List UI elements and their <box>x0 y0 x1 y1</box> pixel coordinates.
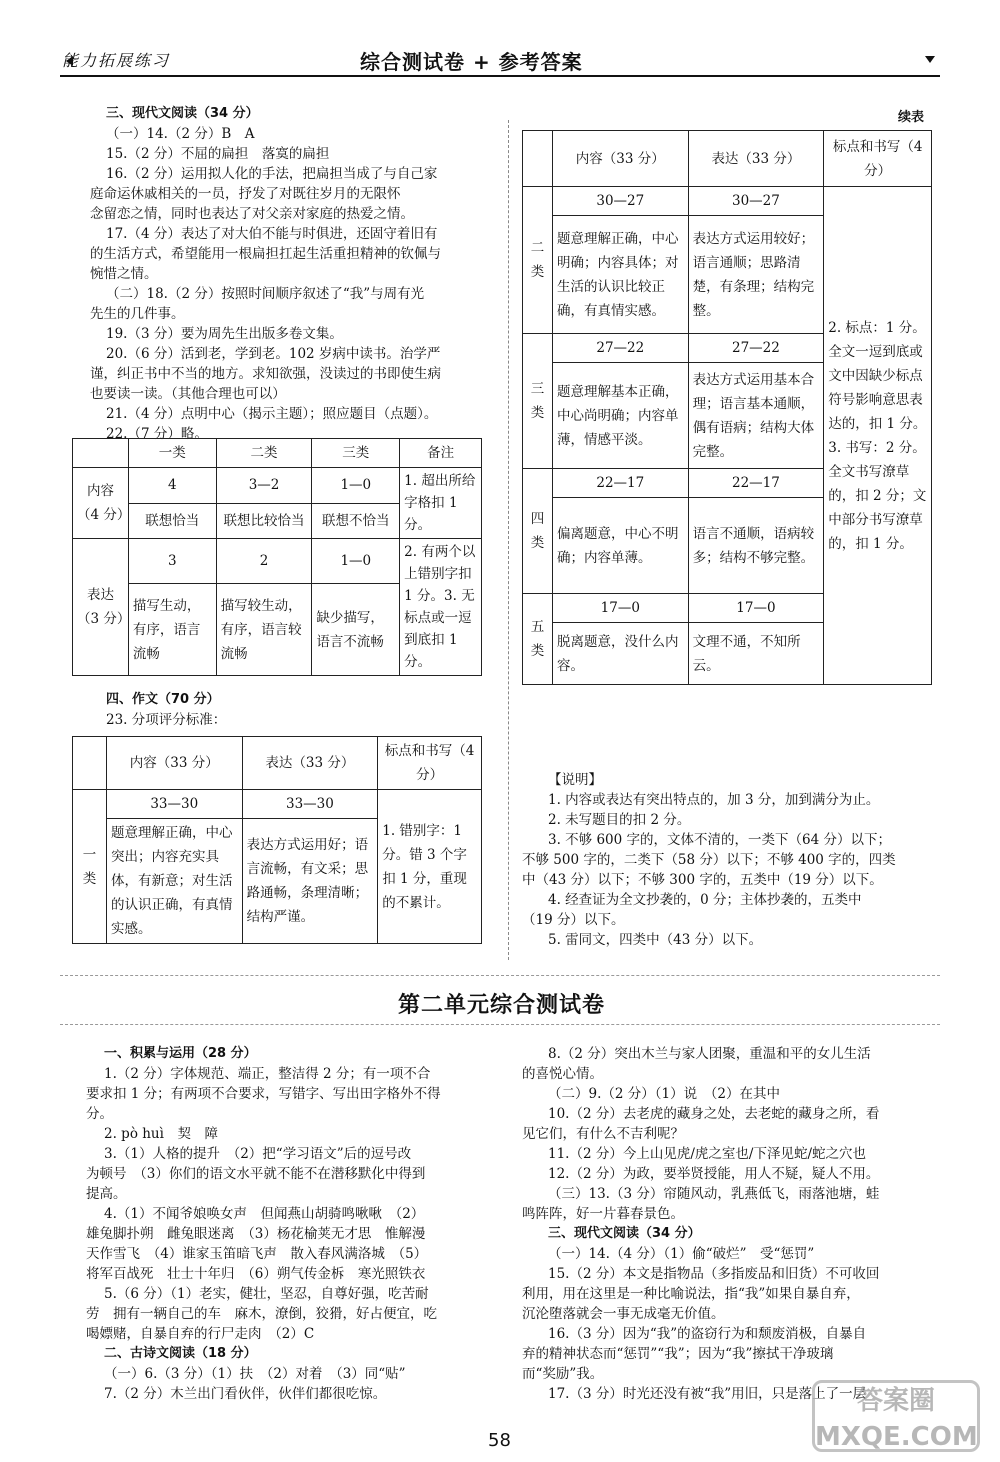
section-title: 第二单元综合测试卷 <box>398 993 606 1018</box>
answer-line: 12.（2 分）为政，要举贤授能，用人不疑，疑人不用。 <box>548 1166 880 1182</box>
score-cell: 3—2 <box>216 468 312 504</box>
answer-line: 要求扣 1 分；有两项不合要求，写错字、写出田字格外不得 <box>86 1086 441 1102</box>
answer-line: 谨，纠正书中不当的地方。求知欲强，没读过的书即使生病 <box>90 366 441 382</box>
answer-line: 分。 <box>86 1106 113 1122</box>
scoring-table-q22 <box>72 438 482 676</box>
answer-line: 21.（4 分）点明中心（揭示主题）；照应题目（点题）。 <box>106 406 438 422</box>
note-line: 1. 内容或表达有突出特点的，加 3 分，加到满分为止。 <box>548 792 880 808</box>
answer-line: 7.（2 分）木兰出门看伙伴，伙伴们都很吃惊。 <box>104 1386 387 1402</box>
answer-line: 一、积累与运用（28 分） <box>104 1046 257 1061</box>
score-cell: 22—17 <box>552 469 688 498</box>
col-head: 表达（33 分） <box>242 737 378 790</box>
answer-line: 11.（2 分）今上山见虎/虎之室也/下泽见蛇/蛇之穴也 <box>548 1146 866 1162</box>
score-cell: 4 <box>128 468 216 504</box>
answer-line: 提高。 <box>86 1186 127 1202</box>
answer-line: 8.（2 分）突出木兰与家人团聚，重温和平的女儿生活 <box>548 1046 871 1062</box>
header-title: 综合测试卷 + 参考答案 <box>360 50 583 74</box>
answer-line: 庭命运休戚相关的一员，抒发了对既往岁月的无限怀 <box>90 186 401 202</box>
answer-line: 17.（3 分）时光还没有被“我”用旧，只是落上了一层 <box>548 1386 867 1402</box>
desc-cell: 语言不通顺，语病较多；结构不够完整。 <box>688 498 824 594</box>
score-cell: 22—17 <box>688 469 824 498</box>
answer-line: 喝嫖赌，自暴自弃的行尸走肉 （2）C <box>86 1326 315 1342</box>
answer-line: 15.（2 分）不屈的扁担 落寞的扁担 <box>106 146 330 162</box>
answer-line: 16.（3 分）因为“我”的盗窃行为和颓废消极，自暴自 <box>548 1326 867 1342</box>
answer-line: 17.（4 分）表达了对大伯不能与时俱进，还固守着旧有 <box>106 226 438 242</box>
col-head: 标点和书写（4 分） <box>378 737 482 790</box>
section-divider-bottom <box>60 1024 940 1025</box>
answer-line: 也要读一读。（其他合理也可以） <box>90 386 286 402</box>
score-cell: 30—27 <box>688 187 824 216</box>
answer-line: 1.（2 分）字体规范、端正，整洁得 2 分；有一项不合 <box>104 1066 431 1082</box>
row-label: 表达（3 分） <box>73 539 129 676</box>
answer-line: 23. 分项评分标准： <box>106 712 227 728</box>
answer-line: 将军百战死 壮士十年归 （6）朔气传金柝 寒光照铁衣 <box>86 1266 426 1282</box>
desc-cell: 联想比较恰当 <box>216 503 312 539</box>
note-line: 5. 雷同文，四类中（43 分）以下。 <box>548 932 763 948</box>
desc-cell: 描写生动，有序，语言流畅 <box>128 584 216 676</box>
col-head: 内容（33 分） <box>106 737 242 790</box>
desc-cell: 联想不恰当 <box>312 503 400 539</box>
answer-line: 念留恋之情，同时也表达了对父亲对家庭的热爱之情。 <box>90 206 414 222</box>
score-cell: 33—30 <box>106 790 242 819</box>
answer-line: （二）18.（2 分）按照时间顺序叙述了“我”与周有光 <box>106 286 425 302</box>
answer-line: 天作雪飞 （4）谁家玉笛暗飞声 散入春风满洛城 （5） <box>86 1246 428 1262</box>
note-line: （19 分）以下。 <box>522 912 625 928</box>
answer-line: 利用，用在这里是一种比喻说法，指“我”如果自暴自弃， <box>522 1286 860 1302</box>
answer-line: 为顿号 （3）你们的语文水平就不能不在潜移默化中得到 <box>86 1166 426 1182</box>
answer-line: 劳 拥有一辆自己的车 麻木，潦倒，狡猾，好占便宜，吃 <box>86 1306 437 1322</box>
desc-cell: 题意理解基本正确，中心尚明确；内容单薄，情感平淡。 <box>552 363 688 469</box>
score-cell: 27—22 <box>552 334 688 363</box>
answer-line: 沉沦堕落就会一事无成毫无价值。 <box>522 1306 725 1322</box>
note-cell: 1. 错别字：1 分。错 3 个字扣 1 分，重现的不累计。 <box>378 790 482 944</box>
desc-cell: 描写较生动，有序，语言较流畅 <box>216 584 312 676</box>
desc-cell: 脱离题意，没什么内容。 <box>552 623 688 685</box>
score-cell: 17—0 <box>688 594 824 623</box>
col-head: 标点和书写（4 分） <box>824 131 932 187</box>
row-label: 二类 <box>523 187 553 334</box>
desc-cell: 联想恰当 <box>128 503 216 539</box>
answer-line: 三、现代文阅读（34 分） <box>106 106 259 121</box>
row-label: 内容（4 分） <box>73 468 129 539</box>
answer-line: 鸣阵阵，好一片暮春景色。 <box>522 1206 684 1222</box>
answer-line: 弃的精神状态而“惩罚”“我”；因为“我”擦拭干净玻璃 <box>522 1346 834 1362</box>
answer-line: 5.（6 分）（1）老实，健壮，坚忍，自尊好强，吃苦耐 <box>104 1286 429 1302</box>
row-label: 一类 <box>73 790 107 944</box>
score-cell: 1—0 <box>312 539 400 584</box>
note-cell: 1. 超出所给字格扣 1 分。 <box>400 468 482 539</box>
watermark-logo: 答案圈 MXQE.COM <box>812 1380 980 1452</box>
note-line: 不够 500 字的，二类下（58 分）以下；不够 400 字的，四类 <box>522 852 896 868</box>
score-cell: 1—0 <box>312 468 400 504</box>
note-cell: 2. 标点：1 分。全文一逗到底或文中因缺少标点符号影响意思表达的，扣 1 分。3. 书写：2 分。全文书写潦草的，扣 2 分；文中部分书写潦草的，扣 1 分。 <box>824 187 932 685</box>
score-cell: 17—0 <box>552 594 688 623</box>
answer-line: 20.（6 分）活到老，学到老。102 岁病中读书。治学严 <box>106 346 441 362</box>
answer-line: 见它们，有什么不吉利呢？ <box>522 1126 684 1142</box>
answer-line: （一）6.（3 分）（1）扶 （2）对着 （3）同“贴” <box>104 1366 406 1382</box>
answer-line: （三）13.（3 分）帘随风动，乳燕低飞，雨落池塘，蛙 <box>548 1186 880 1202</box>
score-cell: 30—27 <box>552 187 688 216</box>
section-heading: 四、作文（70 分） <box>106 692 220 707</box>
desc-cell: 缺少描写，语言不流畅 <box>312 584 400 676</box>
row-label: 三类 <box>523 334 553 469</box>
answer-line: 先生的几件事。 <box>90 306 185 322</box>
answer-line: 10.（2 分）去老虎的藏身之处，去老蛇的藏身之所，看 <box>548 1106 880 1122</box>
note-line: 2. 未写题目的扣 2 分。 <box>548 812 691 828</box>
column-divider <box>508 120 509 960</box>
essay-table-class1 <box>72 736 482 944</box>
answer-line: 3.（1）人格的提升 （2）把“学习语文”后的逗号改 <box>104 1146 412 1162</box>
answer-line: 15.（2 分）本文是指物品（多指废品和旧货）不可收回 <box>548 1266 880 1282</box>
answer-line: （二）9.（2 分）（1）说 （2）在其中 <box>548 1086 780 1102</box>
score-cell: 33—30 <box>242 790 378 819</box>
answer-line: 16.（2 分）运用拟人化的手法，把扁担当成了与自己家 <box>106 166 438 182</box>
col-head: 表达（33 分） <box>688 131 824 187</box>
col-head: 内容（33 分） <box>552 131 688 187</box>
answer-line: 的喜悦心情。 <box>522 1066 603 1082</box>
note-line: 中（43 分）以下；不够 300 字的，五类中（19 分）以下。 <box>522 872 883 888</box>
desc-cell: 偏离题意，中心不明确；内容单薄。 <box>552 498 688 594</box>
desc-cell: 表达方式运用好；语言流畅，有文采；思路通畅，条理清晰；结构严谨。 <box>242 819 378 944</box>
note-line: 【说明】 <box>548 772 602 788</box>
col-head: 三类 <box>312 439 400 468</box>
answer-line: 雄兔脚扑朔 雌兔眼迷离 （3）杨花榆荚无才思 惟解漫 <box>86 1226 426 1242</box>
note-line: 4. 经查证为全文抄袭的，0 分；主体抄袭的，五类中 <box>548 892 862 908</box>
continued-label: 续表 <box>898 110 925 125</box>
answer-line: 22.（7 分）略。 <box>106 426 208 442</box>
answer-line: 而“奖励”我。 <box>522 1366 604 1382</box>
header-corner-icon <box>925 56 935 63</box>
score-cell: 27—22 <box>688 334 824 363</box>
header-series-name: 能力拓展练习 <box>62 51 171 70</box>
desc-cell: 文理不通，不知所云。 <box>688 623 824 685</box>
section-divider-top <box>60 975 940 976</box>
essay-table-continued <box>522 130 932 685</box>
answer-line: （一）14.（2 分）B A <box>106 126 255 142</box>
note-line: 3. 不够 600 字的，文体不清的，一类下（64 分）以下； <box>548 832 891 848</box>
desc-cell: 表达方式运用较好；语言通顺；思路清楚，有条理；结构完整。 <box>688 216 824 334</box>
col-head: 备注 <box>400 439 482 468</box>
answer-line: 三、现代文阅读（34 分） <box>548 1226 701 1241</box>
col-head: 二类 <box>216 439 312 468</box>
row-label: 五类 <box>523 594 553 685</box>
score-cell: 3 <box>128 539 216 584</box>
desc-cell: 题意理解正确，中心突出；内容充实具体，有新意；对生活的认识正确，有真情实感。 <box>106 819 242 944</box>
answer-line: （一）14.（4 分）（1）偷“破烂” 受“惩罚” <box>548 1246 815 1262</box>
answer-line: 19.（3 分）要为周先生出版多卷文集。 <box>106 326 343 342</box>
col-head: 一类 <box>128 439 216 468</box>
answer-line: 二、古诗文阅读（18 分） <box>104 1346 257 1361</box>
row-label: 四类 <box>523 469 553 594</box>
desc-cell: 题意理解正确，中心明确；内容具体；对生活的认识比较正确，有真情实感。 <box>552 216 688 334</box>
answer-line: 2. pò huì 契 障 <box>104 1126 218 1142</box>
answer-line: 惋惜之情。 <box>90 266 158 282</box>
note-cell: 2. 有两个以上错别字扣 1 分。3. 无标点或一逗到底扣 1 分。 <box>400 539 482 676</box>
answer-line: 4.（1）不闻爷娘唤女声 但闻燕山胡骑鸣啾啾 （2） <box>104 1206 425 1222</box>
answer-line: 的生活方式，希望能用一根扁担扛起生活重担精神的钦佩与 <box>90 246 441 262</box>
page-number: 58 <box>488 1430 511 1451</box>
score-cell: 2 <box>216 539 312 584</box>
header-rule <box>60 75 940 77</box>
desc-cell: 表达方式运用基本合理；语言基本通顺，偶有语病；结构大体完整。 <box>688 363 824 469</box>
